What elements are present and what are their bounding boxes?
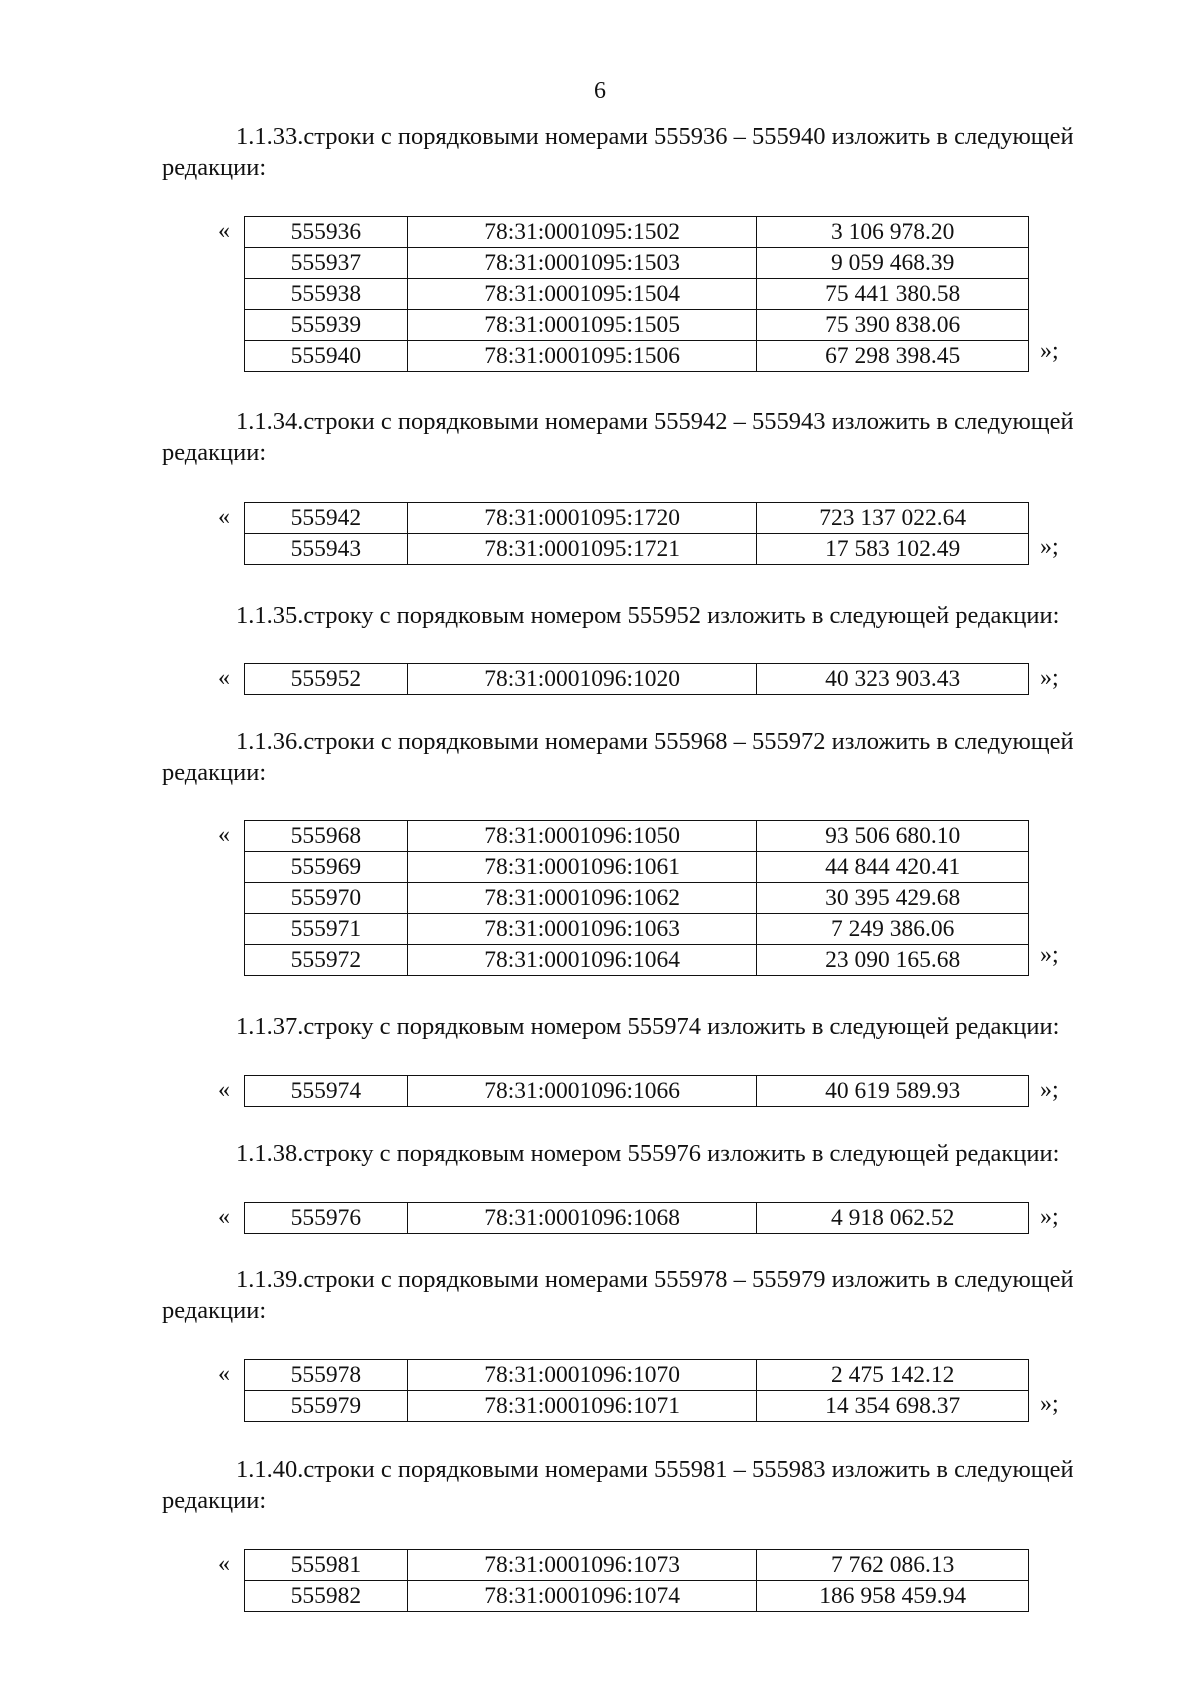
row-number-cell: 555979: [245, 1391, 408, 1422]
cadastral-number-cell: 78:31:0001096:1066: [407, 1076, 757, 1107]
value-cell: 75 441 380.58: [757, 279, 1029, 310]
paragraph-continuation: редакции:: [162, 1297, 267, 1324]
cadastral-number-cell: 78:31:0001096:1073: [407, 1550, 757, 1581]
row-number-cell: 555970: [245, 883, 408, 914]
open-quote: «: [218, 1204, 230, 1230]
row-number-cell: 555974: [245, 1076, 408, 1107]
cadastral-table: [244, 1202, 1029, 1234]
paragraph-line: 1.1.37.строку с порядковым номером 555974 изложить в следующей редакции:: [236, 1013, 1060, 1040]
section-1-1-38-text: [0, 1138, 1200, 1169]
table-row: [245, 1360, 1029, 1391]
value-cell: 186 958 459.94: [757, 1581, 1029, 1612]
value-cell: 40 619 589.93: [757, 1076, 1029, 1107]
row-number-cell: 555940: [245, 341, 408, 372]
cadastral-table: [244, 216, 1029, 372]
open-quote: «: [218, 822, 230, 848]
open-quote: «: [218, 504, 230, 530]
row-number-cell: 555969: [245, 852, 408, 883]
row-number-cell: 555981: [245, 1550, 408, 1581]
table-row: [245, 1550, 1029, 1581]
table-row: [245, 1391, 1029, 1422]
paragraph-line: 1.1.33.строки с порядковыми номерами 555936 – 555940 изложить в следующей: [236, 123, 1074, 150]
row-number-cell: 555972: [245, 945, 408, 976]
cadastral-number-cell: 78:31:0001096:1050: [407, 821, 757, 852]
table-row: [245, 1076, 1029, 1107]
row-number-cell: 555971: [245, 914, 408, 945]
open-quote: «: [218, 1077, 230, 1103]
row-number-cell: 555938: [245, 279, 408, 310]
open-quote: «: [218, 665, 230, 691]
close-quote: »;: [1040, 942, 1059, 968]
table-row: [245, 341, 1029, 372]
row-number-cell: 555937: [245, 248, 408, 279]
value-cell: 7 249 386.06: [757, 914, 1029, 945]
table-row: [245, 883, 1029, 914]
cadastral-table: [244, 502, 1029, 565]
table-row: [245, 852, 1029, 883]
value-cell: 30 395 429.68: [757, 883, 1029, 914]
cadastral-table: [244, 820, 1029, 976]
open-quote: «: [218, 1361, 230, 1387]
close-quote: »;: [1040, 1204, 1059, 1230]
cadastral-number-cell: 78:31:0001096:1064: [407, 945, 757, 976]
row-number-cell: 555952: [245, 664, 408, 695]
table-row: [245, 664, 1029, 695]
table-row: [245, 914, 1029, 945]
section-1-1-37-text: [0, 1011, 1200, 1042]
cadastral-number-cell: 78:31:0001095:1721: [407, 534, 757, 565]
value-cell: 23 090 165.68: [757, 945, 1029, 976]
table-row: [245, 503, 1029, 534]
row-number-cell: 555943: [245, 534, 408, 565]
cadastral-number-cell: 78:31:0001095:1505: [407, 310, 757, 341]
paragraph-continuation: редакции:: [162, 1487, 267, 1514]
paragraph-line: 1.1.34.строки с порядковыми номерами 555942 – 555943 изложить в следующей: [236, 408, 1074, 435]
table-row: [245, 279, 1029, 310]
open-quote: «: [218, 1551, 230, 1577]
section-1-1-40-text: [0, 1454, 1200, 1516]
cadastral-number-cell: 78:31:0001096:1063: [407, 914, 757, 945]
cadastral-number-cell: 78:31:0001096:1068: [407, 1203, 757, 1234]
table-row: [245, 1203, 1029, 1234]
page-number: 6: [594, 78, 606, 104]
section-1-1-34-text: [0, 406, 1200, 468]
table-row: [245, 945, 1029, 976]
value-cell: 93 506 680.10: [757, 821, 1029, 852]
cadastral-number-cell: 78:31:0001096:1074: [407, 1581, 757, 1612]
table-row: [245, 821, 1029, 852]
paragraph-continuation: редакции:: [162, 154, 267, 181]
table-row: [245, 310, 1029, 341]
close-quote: »;: [1040, 1391, 1059, 1417]
row-number-cell: 555976: [245, 1203, 408, 1234]
value-cell: 40 323 903.43: [757, 664, 1029, 695]
cadastral-number-cell: 78:31:0001096:1061: [407, 852, 757, 883]
paragraph-line: 1.1.39.строки с порядковыми номерами 555978 – 555979 изложить в следующей: [236, 1266, 1074, 1293]
value-cell: 9 059 468.39: [757, 248, 1029, 279]
row-number-cell: 555968: [245, 821, 408, 852]
value-cell: 17 583 102.49: [757, 534, 1029, 565]
paragraph-line: 1.1.36.строки с порядковыми номерами 555968 – 555972 изложить в следующей: [236, 728, 1074, 755]
cadastral-number-cell: 78:31:0001096:1062: [407, 883, 757, 914]
table-row: [245, 217, 1029, 248]
cadastral-table: [244, 1549, 1029, 1612]
section-1-1-39-text: [0, 1264, 1200, 1326]
cadastral-number-cell: 78:31:0001096:1071: [407, 1391, 757, 1422]
row-number-cell: 555942: [245, 503, 408, 534]
cadastral-number-cell: 78:31:0001095:1506: [407, 341, 757, 372]
cadastral-table: [244, 1075, 1029, 1107]
table-row: [245, 534, 1029, 565]
close-quote: »;: [1040, 1077, 1059, 1103]
cadastral-number-cell: 78:31:0001095:1503: [407, 248, 757, 279]
cadastral-number-cell: 78:31:0001096:1070: [407, 1360, 757, 1391]
section-1-1-36-text: [0, 726, 1200, 788]
close-quote: »;: [1040, 665, 1059, 691]
row-number-cell: 555978: [245, 1360, 408, 1391]
paragraph-continuation: редакции:: [162, 439, 267, 466]
row-number-cell: 555939: [245, 310, 408, 341]
cadastral-number-cell: 78:31:0001095:1504: [407, 279, 757, 310]
open-quote: «: [218, 218, 230, 244]
value-cell: 14 354 698.37: [757, 1391, 1029, 1422]
row-number-cell: 555982: [245, 1581, 408, 1612]
value-cell: 7 762 086.13: [757, 1550, 1029, 1581]
close-quote: »;: [1040, 338, 1059, 364]
value-cell: 3 106 978.20: [757, 217, 1029, 248]
close-quote: »;: [1040, 534, 1059, 560]
cadastral-table: [244, 1359, 1029, 1422]
paragraph-line: 1.1.40.строки с порядковыми номерами 555981 – 555983 изложить в следующей: [236, 1456, 1074, 1483]
value-cell: 44 844 420.41: [757, 852, 1029, 883]
value-cell: 4 918 062.52: [757, 1203, 1029, 1234]
value-cell: 67 298 398.45: [757, 341, 1029, 372]
table-row: [245, 1581, 1029, 1612]
value-cell: 723 137 022.64: [757, 503, 1029, 534]
table-row: [245, 248, 1029, 279]
paragraph-line: 1.1.35.строку с порядковым номером 555952 изложить в следующей редакции:: [236, 602, 1060, 629]
cadastral-number-cell: 78:31:0001095:1502: [407, 217, 757, 248]
value-cell: 2 475 142.12: [757, 1360, 1029, 1391]
paragraph-continuation: редакции:: [162, 759, 267, 786]
section-1-1-33-text: [0, 121, 1200, 183]
cadastral-number-cell: 78:31:0001095:1720: [407, 503, 757, 534]
cadastral-table: [244, 663, 1029, 695]
row-number-cell: 555936: [245, 217, 408, 248]
cadastral-number-cell: 78:31:0001096:1020: [407, 664, 757, 695]
section-1-1-35-text: [0, 600, 1200, 631]
value-cell: 75 390 838.06: [757, 310, 1029, 341]
paragraph-line: 1.1.38.строку с порядковым номером 555976 изложить в следующей редакции:: [236, 1140, 1060, 1167]
